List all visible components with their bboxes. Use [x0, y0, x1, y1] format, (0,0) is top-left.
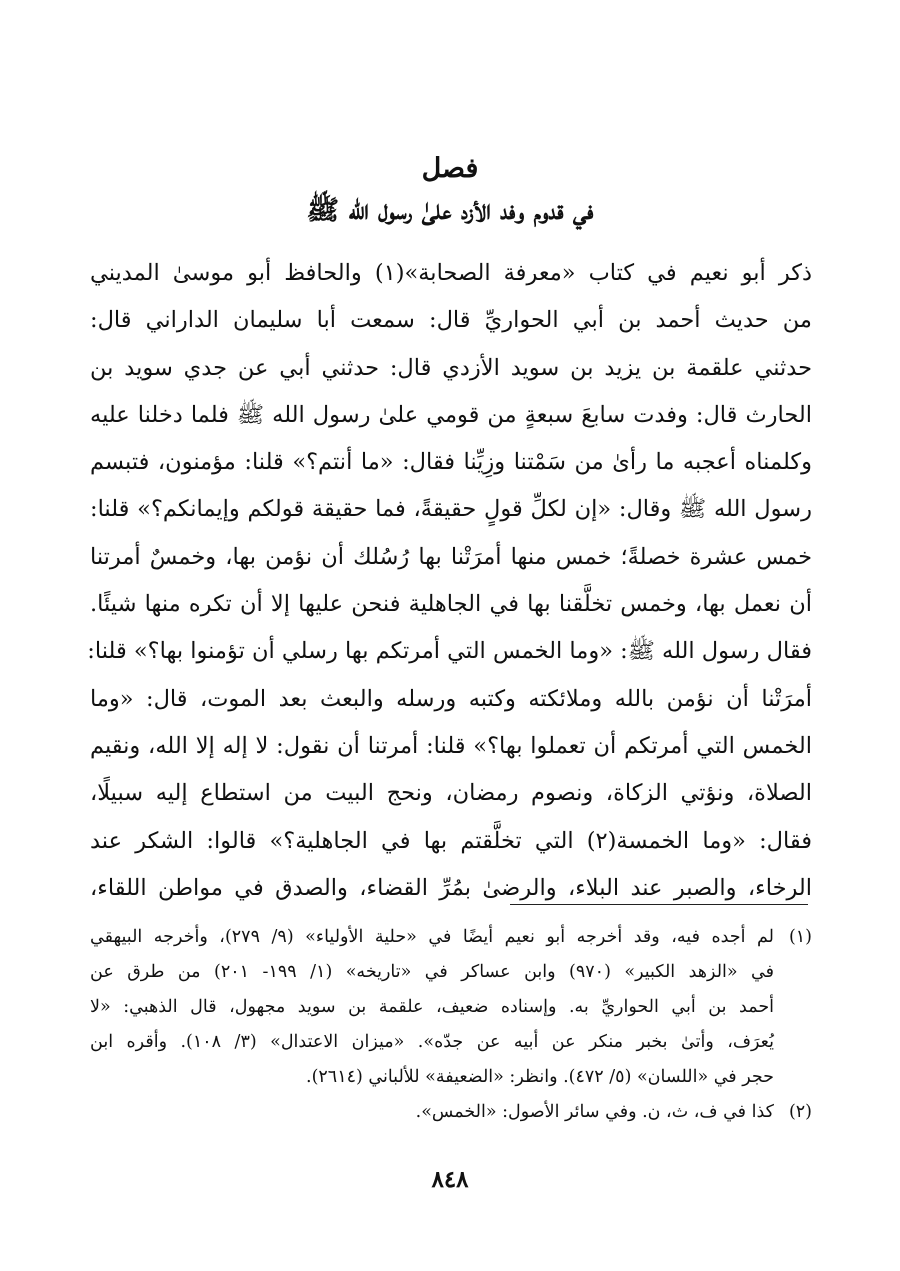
section-subtitle: في قدوم وفد الأزد علىٰ رسول الله ﷺ: [306, 195, 594, 226]
text-line: الصلاة، ونؤتي الزكاة، ونصوم رمضان، ونحج البيت من استطاع إليه سبيلًا،: [90, 780, 812, 807]
text-line: أمرَتْنا أن نؤمن بالله وملائكته وكتبه ورسله والبعث بعد الموت، قال: «وما: [90, 685, 812, 712]
footnotes: [90, 920, 812, 1130]
text-line: أن نعمل بها، وخمس تخلَّقنا بها في الجاهلية فنحن عليها إلا أن تكره منها شيئًا.: [90, 591, 812, 618]
text-line: من حديث أحمد بن أبي الحواريِّ قال: سمعت أبا سليمان الداراني قال:: [90, 307, 812, 334]
chapter-heading: [90, 150, 810, 230]
text-line: خمس عشرة خصلةً؛ خمس منها أمرَتْنا بها رُسُلك أن نؤمن بها، وخمسٌ أمرتنا: [90, 543, 812, 570]
footnote-number: (٢): [788, 1102, 812, 1122]
footnote-number: (١): [788, 927, 812, 947]
footnote-separator: [510, 904, 808, 905]
text-line: وكلمناه أعجبه ما رأىٰ من سَمْتنا وزِيِّنا فقال: «ما أنتم؟» قلنا: مؤمنون، فتبسم: [90, 449, 812, 476]
footnote-line: في «الزهد الكبير» (٩٧٠) وابن عساكر في «تاريخه» (١/ ١٩٩- ٢٠١) من طرق عن: [90, 962, 775, 982]
footnote-line: كذا في ف، ث، ن. وفي سائر الأصول: «الخمس».: [415, 1102, 774, 1122]
text-line: حدثني علقمة بن يزيد بن سويد الأزدي قال: حدثني أبي عن جدي سويد بن: [90, 354, 812, 381]
footnote-line: لم أجده فيه، وقد أخرجه أبو نعيم أيضًا في «حلية الأولياء» (٩/ ٢٧٩)، وأخرجه البيهقي: [90, 927, 774, 947]
text-line: فقال: «وما الخمسة(٢) التي تخلَّقتم بها في الجاهلية؟» قالوا: الشكر عند: [90, 827, 812, 854]
text-line: الحارث قال: وفدت سابعَ سبعةٍ من قومي علىٰ رسول الله ﷺ فلما دخلنا عليه: [90, 401, 812, 428]
page-number: ٨٤٨: [431, 1166, 469, 1193]
footnote-1: [90, 920, 812, 1095]
text-line: الرخاء، والصبر عند البلاء، والرضىٰ بمُرِّ القضاء، والصدق في مواطن اللقاء،: [90, 874, 812, 901]
text-line: فقال رسول الله ﷺ: «وما الخمس التي أمرتكم بها رسلي أن تؤمنوا بها؟» قلنا:: [87, 638, 812, 665]
text-line: ذكر أبو نعيم في كتاب «معرفة الصحابة»(١) والحافظ أبو موسىٰ المديني: [90, 260, 812, 286]
footnote-line: يُعرَف، وأتىٰ بخبر منكر عن أبيه عن جدّه». «ميزان الاعتدال» (٣/ ١٠٨). وأقره ابن: [90, 1032, 774, 1052]
text-line: رسول الله ﷺ وقال: «إن لكلِّ قولٍ حقيقةً، فما حقيقة قولكم وإيمانكم؟» قلنا:: [90, 496, 812, 523]
footnote-line: أحمد بن أبي الحواريِّ به. وإسناده ضعيف، علقمة بن سويد مجهول، قال الذهبي: «لا: [90, 997, 774, 1017]
footnote-2: [90, 1095, 812, 1130]
footnote-line: حجر في «اللسان» (٥/ ٤٧٢). وانظر: «الضعيفة» للألباني (٢٦١٤).: [306, 1067, 774, 1087]
text-line: الخمس التي أمرتكم أن تعملوا بها؟» قلنا: أمرتنا أن نقول: لا إله إلا الله، ونقيم: [90, 732, 812, 759]
main-text: [87, 250, 812, 912]
section-title: فصل: [421, 153, 479, 184]
